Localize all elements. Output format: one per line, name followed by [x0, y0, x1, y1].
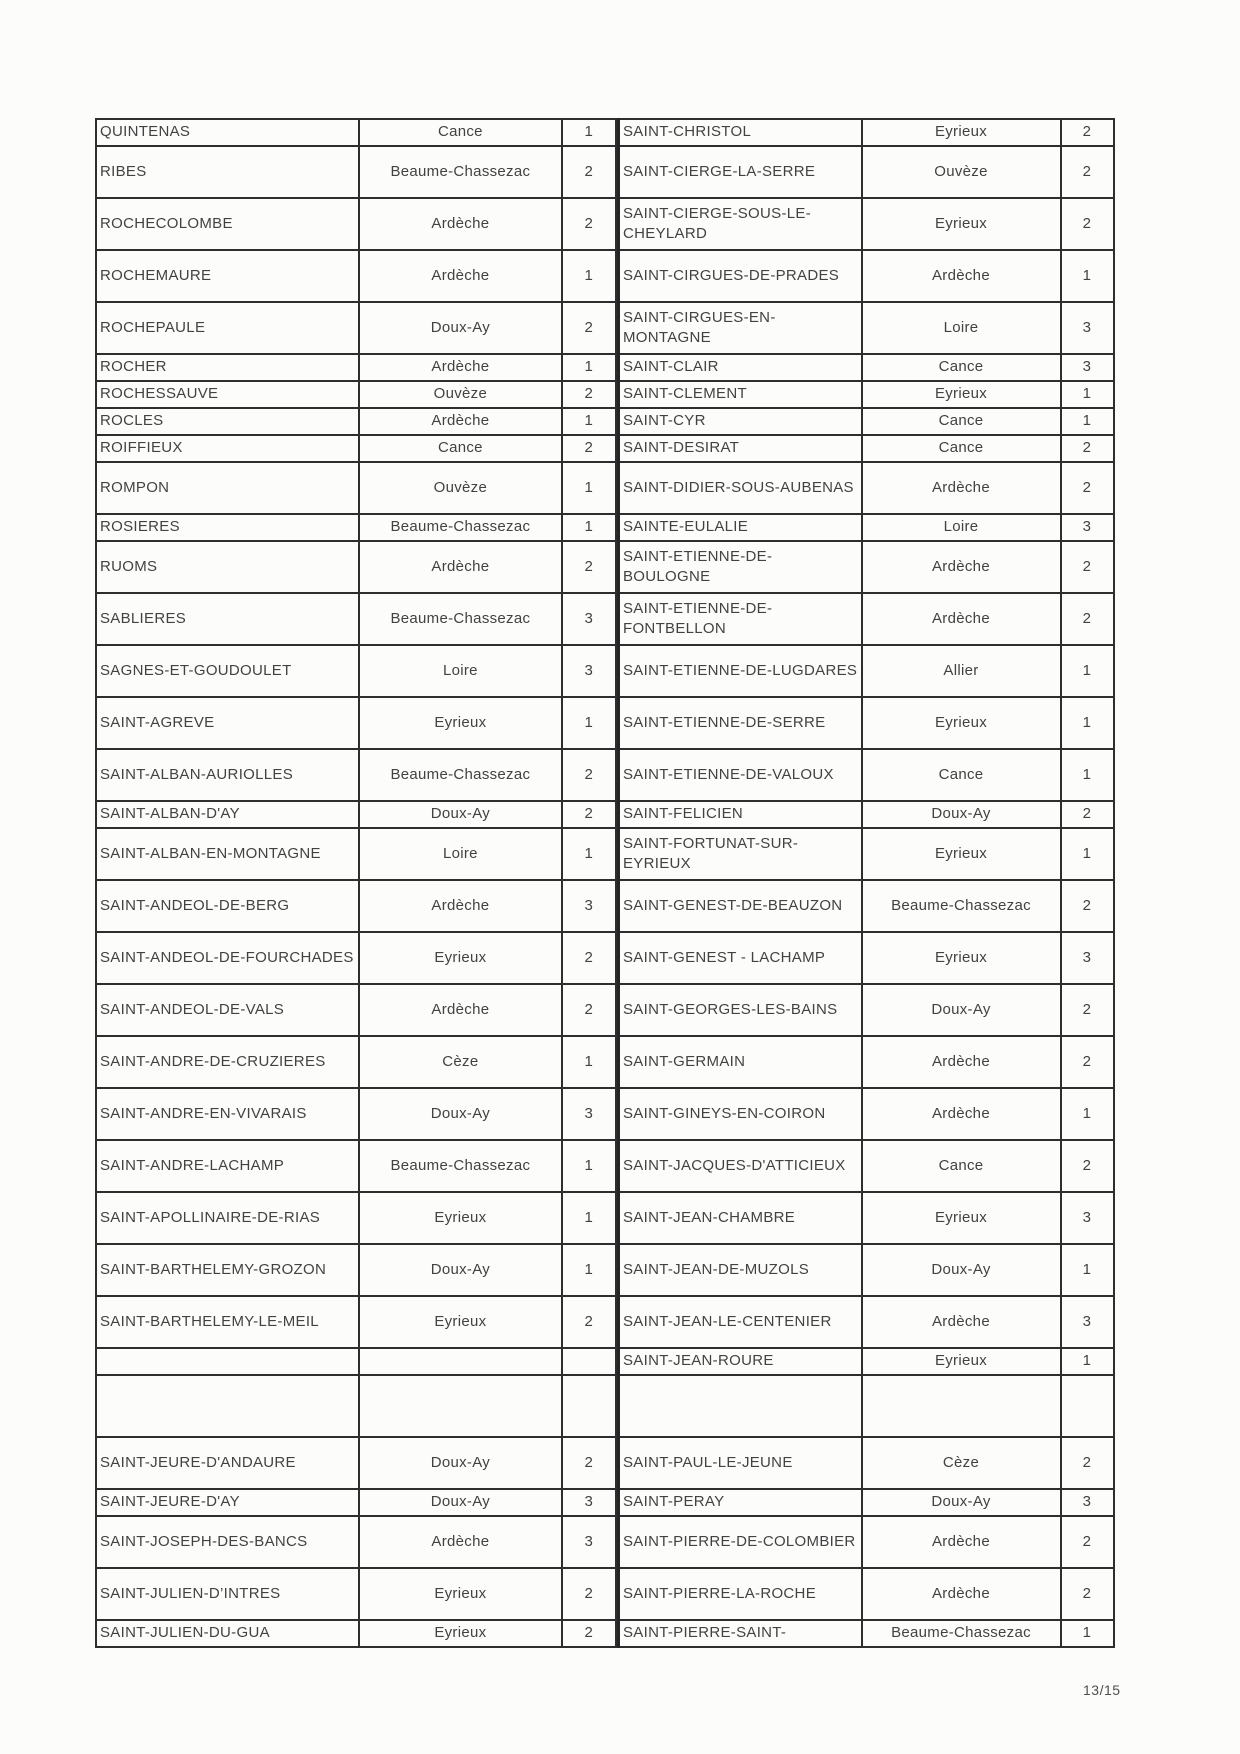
commune-cell: SAINT-APOLLINAIRE-DE-RIAS	[96, 1192, 359, 1244]
table-row	[619, 801, 1114, 828]
bassin-cell: Doux-Ay	[359, 1437, 562, 1489]
note-cell: 2	[1061, 198, 1114, 250]
note-cell: 2	[562, 381, 616, 408]
commune-cell: SAINT-JACQUES-D'ATTICIEUX	[619, 1140, 862, 1192]
bassin-cell: Loire	[862, 514, 1061, 541]
note-cell: 1	[562, 1036, 616, 1088]
note-cell: 2	[562, 198, 616, 250]
bassin-cell: Beaume-Chassezac	[359, 1140, 562, 1192]
note-cell: 1	[1061, 381, 1114, 408]
note-cell: 1	[1061, 1244, 1114, 1296]
note-cell: 2	[1061, 1437, 1114, 1489]
table-row	[619, 1620, 1114, 1647]
note-cell: 3	[1061, 302, 1114, 354]
note-cell	[1061, 1375, 1114, 1437]
table-row	[619, 1244, 1114, 1296]
bassin-cell: Cance	[862, 408, 1061, 435]
table-row	[96, 462, 616, 514]
note-cell: 1	[562, 514, 616, 541]
bassin-cell: Doux-Ay	[862, 1244, 1061, 1296]
commune-cell: SAINT-DESIRAT	[619, 435, 862, 462]
note-cell: 2	[562, 932, 616, 984]
table-row	[619, 1348, 1114, 1375]
commune-cell: SAINT-ETIENNE-DE-VALOUX	[619, 749, 862, 801]
table-row	[619, 749, 1114, 801]
commune-cell: SAINT-GEORGES-LES-BAINS	[619, 984, 862, 1036]
note-cell: 2	[1061, 1036, 1114, 1088]
bassin-cell: Beaume-Chassezac	[359, 593, 562, 645]
table-row	[619, 1568, 1114, 1620]
table-row	[619, 119, 1114, 146]
commune-cell: SAINT-GINEYS-EN-COIRON	[619, 1088, 862, 1140]
note-cell: 1	[562, 697, 616, 749]
table-row	[619, 462, 1114, 514]
table-row	[619, 984, 1114, 1036]
note-cell: 2	[1061, 593, 1114, 645]
commune-cell: SAINT-PAUL-LE-JEUNE	[619, 1437, 862, 1489]
bassin-cell: Ardèche	[862, 541, 1061, 593]
bassin-cell: Eyrieux	[359, 1192, 562, 1244]
bassin-cell	[359, 1348, 562, 1375]
table-row	[619, 381, 1114, 408]
table-row	[96, 514, 616, 541]
table-row	[619, 514, 1114, 541]
commune-cell: SAINT-JEAN-DE-MUZOLS	[619, 1244, 862, 1296]
commune-cell: ROMPON	[96, 462, 359, 514]
bassin-cell: Beaume-Chassezac	[359, 146, 562, 198]
commune-cell	[96, 1375, 359, 1437]
note-cell: 3	[1061, 1296, 1114, 1348]
commune-cell: SAINT-JEAN-LE-CENTENIER	[619, 1296, 862, 1348]
commune-cell: SAINT-CLAIR	[619, 354, 862, 381]
table-row	[96, 408, 616, 435]
note-cell: 1	[1061, 1348, 1114, 1375]
table-row	[619, 541, 1114, 593]
bassin-cell: Cance	[359, 435, 562, 462]
bassin-cell: Cèze	[359, 1036, 562, 1088]
note-cell: 1	[1061, 1088, 1114, 1140]
bassin-cell: Cance	[862, 749, 1061, 801]
note-cell: 2	[562, 1296, 616, 1348]
table-row	[619, 1296, 1114, 1348]
commune-cell: SAINT-ETIENNE-DE-BOULOGNE	[619, 541, 862, 593]
commune-cell: ROCHER	[96, 354, 359, 381]
bassin-cell: Beaume-Chassezac	[359, 749, 562, 801]
note-cell: 3	[562, 645, 616, 697]
table-row	[96, 593, 616, 645]
bassin-cell: Doux-Ay	[862, 1489, 1061, 1516]
commune-cell: SAINT-BARTHELEMY-GROZON	[96, 1244, 359, 1296]
bassin-cell	[359, 1375, 562, 1437]
table-row	[619, 1375, 1114, 1437]
commune-cell: ROCHESSAUVE	[96, 381, 359, 408]
bassin-cell: Allier	[862, 645, 1061, 697]
table-row	[96, 435, 616, 462]
note-cell: 1	[1061, 828, 1114, 880]
commune-cell: SAINT-JEAN-ROURE	[619, 1348, 862, 1375]
table-row	[96, 697, 616, 749]
table-row	[619, 408, 1114, 435]
commune-cell: SAINT-ANDRE-EN-VIVARAIS	[96, 1088, 359, 1140]
bassin-cell: Beaume-Chassezac	[862, 880, 1061, 932]
bassin-cell: Doux-Ay	[359, 1088, 562, 1140]
bassin-cell: Eyrieux	[862, 381, 1061, 408]
note-cell: 1	[1061, 408, 1114, 435]
bassin-cell: Ardèche	[862, 1088, 1061, 1140]
note-cell: 3	[1061, 932, 1114, 984]
commune-cell: SAINT-PERAY	[619, 1489, 862, 1516]
commune-table-right-body	[619, 119, 1114, 1647]
table-row	[96, 119, 616, 146]
table-row	[619, 1140, 1114, 1192]
note-cell: 2	[1061, 880, 1114, 932]
commune-cell: ROCHECOLOMBE	[96, 198, 359, 250]
table-row	[96, 645, 616, 697]
bassin-cell: Doux-Ay	[359, 1489, 562, 1516]
bassin-cell: Doux-Ay	[359, 1244, 562, 1296]
note-cell: 3	[1061, 514, 1114, 541]
table-row	[619, 645, 1114, 697]
table-row	[619, 435, 1114, 462]
commune-cell: SAINT-JULIEN-D’INTRES	[96, 1568, 359, 1620]
table-row	[619, 1036, 1114, 1088]
commune-cell: ROSIERES	[96, 514, 359, 541]
commune-cell: SAINT-FELICIEN	[619, 801, 862, 828]
note-cell: 2	[1061, 801, 1114, 828]
note-cell: 2	[562, 1568, 616, 1620]
commune-cell: SAINT-CIRGUES-DE-PRADES	[619, 250, 862, 302]
note-cell: 2	[1061, 984, 1114, 1036]
commune-table-left-body	[96, 119, 616, 1647]
commune-cell: SAINT-ANDEOL-DE-BERG	[96, 880, 359, 932]
note-cell: 2	[562, 801, 616, 828]
bassin-cell: Ardèche	[359, 541, 562, 593]
bassin-cell: Eyrieux	[862, 828, 1061, 880]
bassin-cell: Ardèche	[862, 1516, 1061, 1568]
note-cell: 3	[562, 880, 616, 932]
bassin-cell: Doux-Ay	[862, 801, 1061, 828]
table-row	[96, 1489, 616, 1516]
note-cell: 1	[562, 119, 616, 146]
bassin-cell: Doux-Ay	[862, 984, 1061, 1036]
commune-cell: QUINTENAS	[96, 119, 359, 146]
bassin-cell: Doux-Ay	[359, 801, 562, 828]
bassin-cell: Eyrieux	[359, 697, 562, 749]
note-cell: 1	[1061, 697, 1114, 749]
bassin-cell: Cance	[862, 435, 1061, 462]
note-cell: 1	[562, 462, 616, 514]
commune-cell: SAINT-ANDRE-DE-CRUZIERES	[96, 1036, 359, 1088]
table-row	[96, 146, 616, 198]
commune-cell: SAINT-JOSEPH-DES-BANCS	[96, 1516, 359, 1568]
note-cell: 1	[562, 408, 616, 435]
commune-cell: SAINT-CIERGE-SOUS-LE-CHEYLARD	[619, 198, 862, 250]
bassin-cell: Loire	[359, 828, 562, 880]
commune-cell: SABLIERES	[96, 593, 359, 645]
commune-cell: ROIFFIEUX	[96, 435, 359, 462]
table-row	[96, 828, 616, 880]
commune-cell: SAINT-GENEST-DE-BEAUZON	[619, 880, 862, 932]
note-cell	[562, 1375, 616, 1437]
commune-cell: SAINT-ALBAN-AURIOLLES	[96, 749, 359, 801]
note-cell: 2	[562, 302, 616, 354]
bassin-cell: Eyrieux	[862, 1348, 1061, 1375]
commune-cell: SAINT-CIERGE-LA-SERRE	[619, 146, 862, 198]
note-cell: 3	[562, 1489, 616, 1516]
bassin-cell: Ardèche	[862, 1568, 1061, 1620]
table-row	[619, 593, 1114, 645]
bassin-cell: Ardèche	[862, 593, 1061, 645]
bassin-cell: Ardèche	[359, 408, 562, 435]
table-row	[96, 1516, 616, 1568]
note-cell: 2	[562, 146, 616, 198]
commune-cell: SAINT-ETIENNE-DE-FONTBELLON	[619, 593, 862, 645]
note-cell: 2	[1061, 541, 1114, 593]
bassin-cell: Eyrieux	[862, 932, 1061, 984]
commune-cell: SAINT-DIDIER-SOUS-AUBENAS	[619, 462, 862, 514]
table-row	[96, 1140, 616, 1192]
bassin-cell: Ardèche	[359, 984, 562, 1036]
commune-cell: SAINT-ETIENNE-DE-SERRE	[619, 697, 862, 749]
bassin-cell: Cance	[862, 1140, 1061, 1192]
commune-cell: SAINT-ETIENNE-DE-LUGDARES	[619, 645, 862, 697]
note-cell: 3	[562, 1088, 616, 1140]
commune-cell: SAINT-PIERRE-SAINT-	[619, 1620, 862, 1647]
bassin-cell: Eyrieux	[359, 932, 562, 984]
note-cell: 1	[1061, 250, 1114, 302]
bassin-cell: Ardèche	[862, 1296, 1061, 1348]
commune-cell	[619, 1375, 862, 1437]
commune-cell: SAINT-ANDRE-LACHAMP	[96, 1140, 359, 1192]
bassin-cell: Loire	[862, 302, 1061, 354]
commune-cell: SAINT-CLEMENT	[619, 381, 862, 408]
commune-cell: SAINT-PIERRE-LA-ROCHE	[619, 1568, 862, 1620]
bassin-cell: Ouvèze	[359, 462, 562, 514]
note-cell: 2	[562, 435, 616, 462]
note-cell: 2	[562, 984, 616, 1036]
bassin-cell: Ardèche	[862, 1036, 1061, 1088]
table-row	[619, 880, 1114, 932]
commune-cell: SAINT-FORTUNAT-SUR-EYRIEUX	[619, 828, 862, 880]
commune-cell: SAINT-CHRISTOL	[619, 119, 862, 146]
commune-cell: SAINT-ALBAN-D'AY	[96, 801, 359, 828]
bassin-cell: Beaume-Chassezac	[359, 514, 562, 541]
page-number: 13/15	[1083, 1682, 1121, 1698]
commune-cell: ROCHEPAULE	[96, 302, 359, 354]
note-cell: 2	[562, 1620, 616, 1647]
commune-cell: SAINT-ALBAN-EN-MONTAGNE	[96, 828, 359, 880]
bassin-cell: Doux-Ay	[359, 302, 562, 354]
table-row	[619, 354, 1114, 381]
note-cell: 1	[562, 828, 616, 880]
bassin-cell: Eyrieux	[862, 1192, 1061, 1244]
note-cell: 2	[1061, 1516, 1114, 1568]
table-row	[96, 541, 616, 593]
bassin-cell: Eyrieux	[359, 1568, 562, 1620]
commune-cell: SAINT-JEAN-CHAMBRE	[619, 1192, 862, 1244]
commune-cell: SAINT-CIRGUES-EN-MONTAGNE	[619, 302, 862, 354]
commune-cell: SAINTE-EULALIE	[619, 514, 862, 541]
bassin-cell: Ardèche	[359, 250, 562, 302]
note-cell: 3	[562, 593, 616, 645]
bassin-cell: Ouvèze	[862, 146, 1061, 198]
note-cell: 1	[562, 250, 616, 302]
note-cell: 1	[562, 1192, 616, 1244]
table-row	[96, 1088, 616, 1140]
note-cell: 2	[1061, 119, 1114, 146]
table-row	[619, 1516, 1114, 1568]
commune-cell: ROCHEMAURE	[96, 250, 359, 302]
commune-table-left	[95, 118, 617, 1648]
note-cell: 3	[562, 1516, 616, 1568]
note-cell: 2	[562, 749, 616, 801]
bassin-cell: Eyrieux	[862, 119, 1061, 146]
bassin-cell: Beaume-Chassezac	[862, 1620, 1061, 1647]
note-cell: 1	[562, 1244, 616, 1296]
commune-cell	[96, 1348, 359, 1375]
bassin-cell: Ardèche	[862, 250, 1061, 302]
table-row	[619, 146, 1114, 198]
note-cell: 3	[1061, 354, 1114, 381]
note-cell: 1	[1061, 1620, 1114, 1647]
table-row	[96, 381, 616, 408]
table-row	[96, 1296, 616, 1348]
commune-cell: SAINT-PIERRE-DE-COLOMBIER	[619, 1516, 862, 1568]
note-cell: 1	[1061, 645, 1114, 697]
bassin-cell: Eyrieux	[862, 198, 1061, 250]
bassin-cell: Ardèche	[359, 1516, 562, 1568]
commune-table-right	[617, 118, 1115, 1648]
table-row	[96, 932, 616, 984]
commune-cell: SAINT-JULIEN-DU-GUA	[96, 1620, 359, 1647]
table-row	[619, 1088, 1114, 1140]
table-row	[96, 1244, 616, 1296]
table-row	[619, 697, 1114, 749]
commune-cell: SAINT-ANDEOL-DE-FOURCHADES	[96, 932, 359, 984]
table-row	[96, 880, 616, 932]
commune-tables-container	[95, 118, 1115, 1648]
commune-cell: SAINT-AGREVE	[96, 697, 359, 749]
note-cell: 3	[1061, 1192, 1114, 1244]
bassin-cell: Eyrieux	[862, 697, 1061, 749]
commune-cell: SAINT-JEURE-D'AY	[96, 1489, 359, 1516]
table-row	[96, 801, 616, 828]
table-row	[96, 1036, 616, 1088]
commune-cell: SAINT-BARTHELEMY-LE-MEIL	[96, 1296, 359, 1348]
table-row	[96, 1375, 616, 1437]
bassin-cell	[862, 1375, 1061, 1437]
note-cell: 1	[562, 1140, 616, 1192]
table-row	[96, 1348, 616, 1375]
table-row	[96, 749, 616, 801]
commune-cell: SAINT-CYR	[619, 408, 862, 435]
table-row	[619, 198, 1114, 250]
bassin-cell: Ouvèze	[359, 381, 562, 408]
note-cell: 1	[562, 354, 616, 381]
table-row	[96, 984, 616, 1036]
commune-cell: SAINT-JEURE-D'ANDAURE	[96, 1437, 359, 1489]
bassin-cell: Ardèche	[862, 462, 1061, 514]
note-cell	[562, 1348, 616, 1375]
commune-cell: SAINT-GERMAIN	[619, 1036, 862, 1088]
note-cell: 2	[1061, 146, 1114, 198]
bassin-cell: Ardèche	[359, 354, 562, 381]
table-row	[619, 302, 1114, 354]
table-row	[96, 1620, 616, 1647]
note-cell: 2	[562, 1437, 616, 1489]
commune-cell: RIBES	[96, 146, 359, 198]
note-cell: 2	[562, 541, 616, 593]
note-cell: 2	[1061, 1568, 1114, 1620]
bassin-cell: Cance	[862, 354, 1061, 381]
table-row	[619, 828, 1114, 880]
note-cell: 3	[1061, 1489, 1114, 1516]
table-row	[96, 1568, 616, 1620]
commune-cell: SAGNES-ET-GOUDOULET	[96, 645, 359, 697]
table-row	[96, 302, 616, 354]
note-cell: 1	[1061, 749, 1114, 801]
commune-cell: SAINT-GENEST - LACHAMP	[619, 932, 862, 984]
note-cell: 2	[1061, 435, 1114, 462]
table-row	[96, 250, 616, 302]
table-row	[96, 354, 616, 381]
bassin-cell: Eyrieux	[359, 1620, 562, 1647]
table-row	[96, 198, 616, 250]
table-row	[619, 250, 1114, 302]
table-row	[96, 1437, 616, 1489]
bassin-cell: Ardèche	[359, 880, 562, 932]
bassin-cell: Ardèche	[359, 198, 562, 250]
bassin-cell: Eyrieux	[359, 1296, 562, 1348]
commune-cell: ROCLES	[96, 408, 359, 435]
table-row	[619, 1192, 1114, 1244]
bassin-cell: Cèze	[862, 1437, 1061, 1489]
note-cell: 2	[1061, 1140, 1114, 1192]
table-row	[96, 1192, 616, 1244]
commune-cell: RUOMS	[96, 541, 359, 593]
commune-cell: SAINT-ANDEOL-DE-VALS	[96, 984, 359, 1036]
table-row	[619, 1489, 1114, 1516]
note-cell: 2	[1061, 462, 1114, 514]
bassin-cell: Cance	[359, 119, 562, 146]
table-row	[619, 1437, 1114, 1489]
table-row	[619, 932, 1114, 984]
bassin-cell: Loire	[359, 645, 562, 697]
